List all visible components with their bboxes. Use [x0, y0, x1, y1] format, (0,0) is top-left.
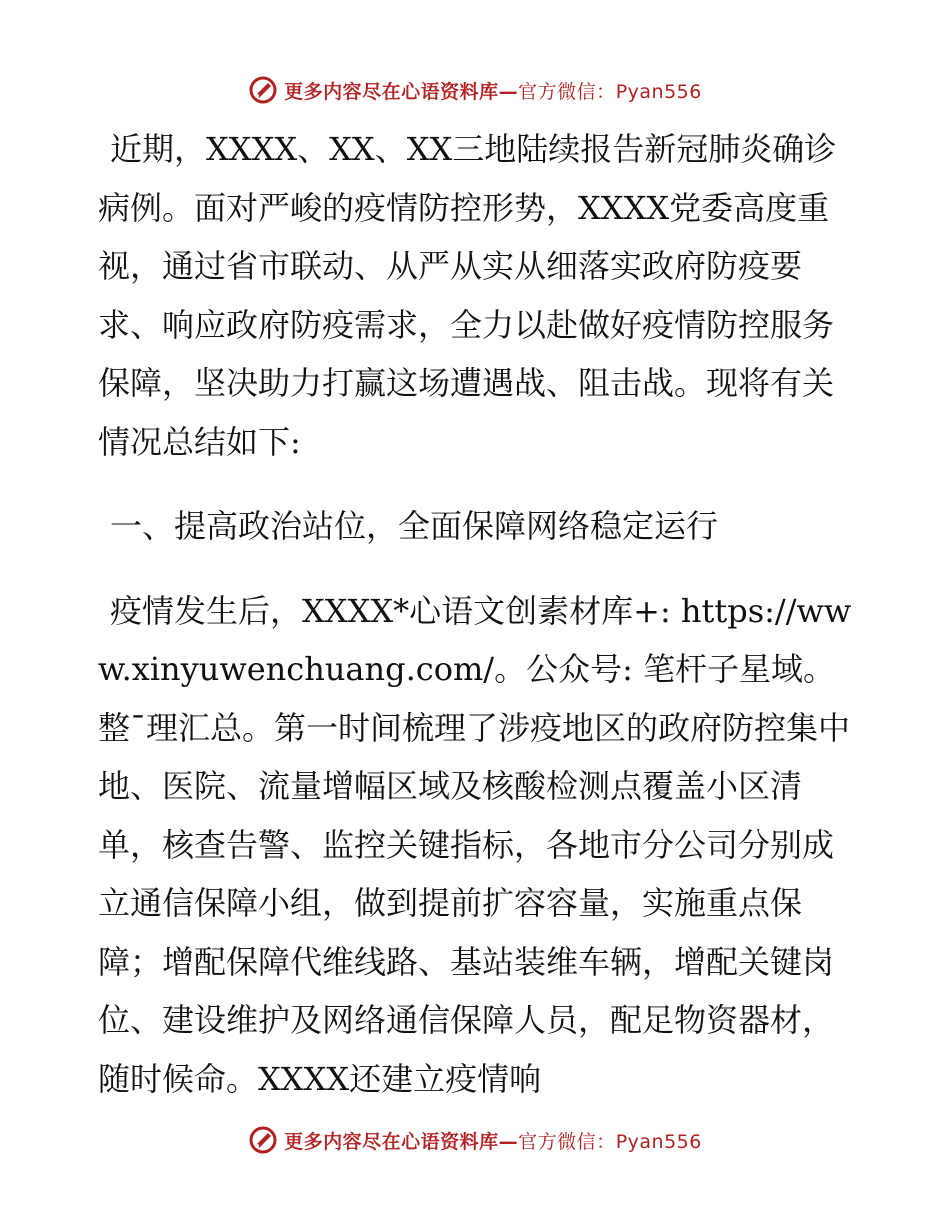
watermark-text: [284, 1127, 702, 1154]
watermark-text: [284, 77, 702, 104]
watermark-id: Pyan556: [615, 80, 702, 103]
header-watermark: [0, 70, 950, 110]
document-body: [98, 120, 858, 1108]
watermark-id: Pyan556: [615, 1130, 702, 1153]
watermark-sub: 官方微信：: [518, 1130, 616, 1153]
brand-logo-icon: [248, 75, 278, 105]
body-paragraph: 疫情发生后，XXXX*心语文创素材库+: https://www.xinyuwenchuang.com/。公众号: 笔杆子星域。整¯理汇总。第一时间梳理了涉疫地区的政府防控集中地、医院、流量增幅区域及核酸检测点覆盖小区清单，核查告警、监控关键指标，各地市分公司分别成立通信保障小组，做到提前扩容容量，实施重点保障；增配保障代维线路、基站装维车辆，增配关键岗位、建设维护及网络通信保障人员，配足物资器材，随时候命。XXXX还建立疫情响: [98, 591, 852, 1098]
intro-paragraph: 近期，XXXX、XX、XX三地陆续报告新冠肺炎确诊病例。面对严峻的疫情防控形势，XXXX党委高度重视，通过省市联动、从严从实从细落实政府防疫要求、响应政府防疫需求，全力以赴做好疫情防控服务保障，坚决助力打赢这场遭遇战、阻击战。现将有关情况总结如下:: [98, 130, 837, 461]
watermark-main: 更多内容尽在心语资料库—: [284, 1130, 519, 1153]
footer-watermark: [0, 1120, 950, 1160]
brand-logo-icon: [248, 1125, 278, 1155]
watermark-main: 更多内容尽在心语资料库—: [284, 80, 519, 103]
watermark-sub: 官方微信：: [518, 80, 616, 103]
section-heading: 一、提高政治站位，全面保障网络稳定运行: [110, 507, 719, 545]
